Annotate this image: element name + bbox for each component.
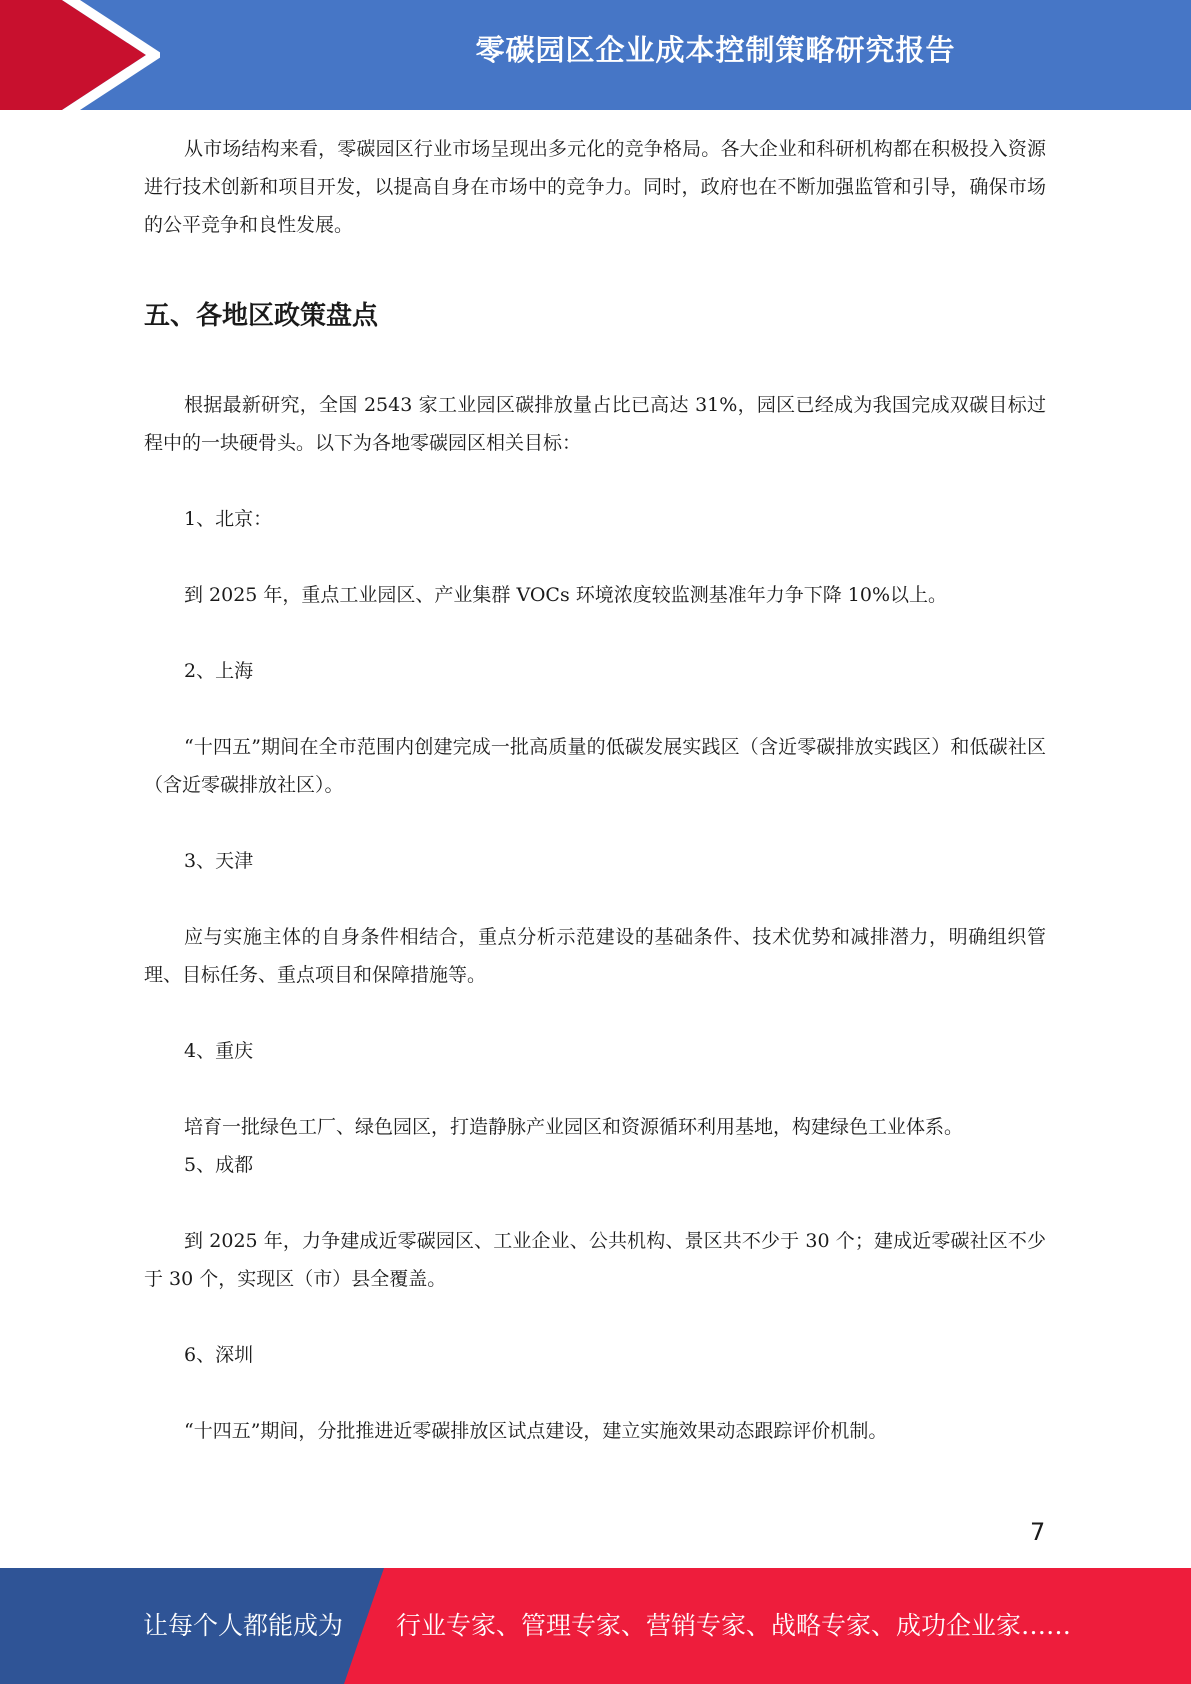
item-title-shanghai: 2、上海 — [184, 660, 254, 682]
item-text-chongqing: 培育一批绿色工厂、绿色园区，打造静脉产业园区和资源循环利用基地，构建绿色工业体系。 — [184, 1116, 964, 1138]
item-title-chongqing: 4、重庆 — [184, 1040, 254, 1062]
item-title-tianjin: 3、天津 — [184, 850, 254, 872]
footer-slogan-left: 让每个人都能成为 — [143, 1611, 344, 1640]
header-chevron-decoration — [0, 0, 160, 110]
item-text-shenzhen: “十四五”期间，分批推进近零碳排放区试点建设，建立实施效果动态跟踪评价机制。 — [184, 1420, 888, 1442]
item-title-shenzhen: 6、深圳 — [184, 1344, 254, 1366]
section-heading: 五、各地区政策盘点 — [144, 301, 379, 331]
page-header — [0, 0, 1191, 110]
page-footer — [0, 1568, 1191, 1684]
item-text-tianjin: 应与实施主体的自身条件相结合，重点分析示范建设的基础条件、技术优势和减排潜力，明确组织管理、目标任务、重点项目和保障措施等。 — [144, 926, 1046, 986]
footer-slogan-right: 行业专家、管理专家、营销专家、战略专家、成功企业家…… — [396, 1611, 1072, 1640]
report-title: 零碳园区企业成本控制策略研究报告 — [475, 33, 956, 67]
intro-paragraph: 从市场结构来看，零碳园区行业市场呈现出多元化的竞争格局。各大企业和科研机构都在积极投入资源进行技术创新和项目开发，以提高自身在市场中的竞争力。同时，政府也在不断加强监管和引导，确保市场的公平竞争和良性发展。 — [144, 138, 1046, 236]
item-text-chengdu: 到 2025 年，力争建成近零碳园区、工业企业、公共机构、景区共不少于 30 个；建成近零碳社区不少于 30 个，实现区（市）县全覆盖。 — [144, 1230, 1046, 1290]
section-lead-paragraph: 根据最新研究，全国 2543 家工业园区碳排放量占比已高达 31%，园区已经成为我国完成双碳目标过程中的一块硬骨头。以下为各地零碳园区相关目标： — [144, 394, 1046, 454]
item-text-beijing: 到 2025 年，重点工业园区、产业集群 VOCs 环境浓度较监测基准年力争下降 10%以上。 — [184, 584, 948, 606]
item-text-shanghai: “十四五”期间在全市范围内创建完成一批高质量的低碳发展实践区（含近零碳排放实践区）和低碳社区（含近零碳排放社区）。 — [144, 736, 1046, 796]
item-title-chengdu: 5、成都 — [184, 1154, 254, 1176]
item-title-beijing: 1、北京： — [184, 508, 273, 530]
page-number: 7 — [1030, 1518, 1046, 1546]
page-content — [144, 130, 1046, 1450]
